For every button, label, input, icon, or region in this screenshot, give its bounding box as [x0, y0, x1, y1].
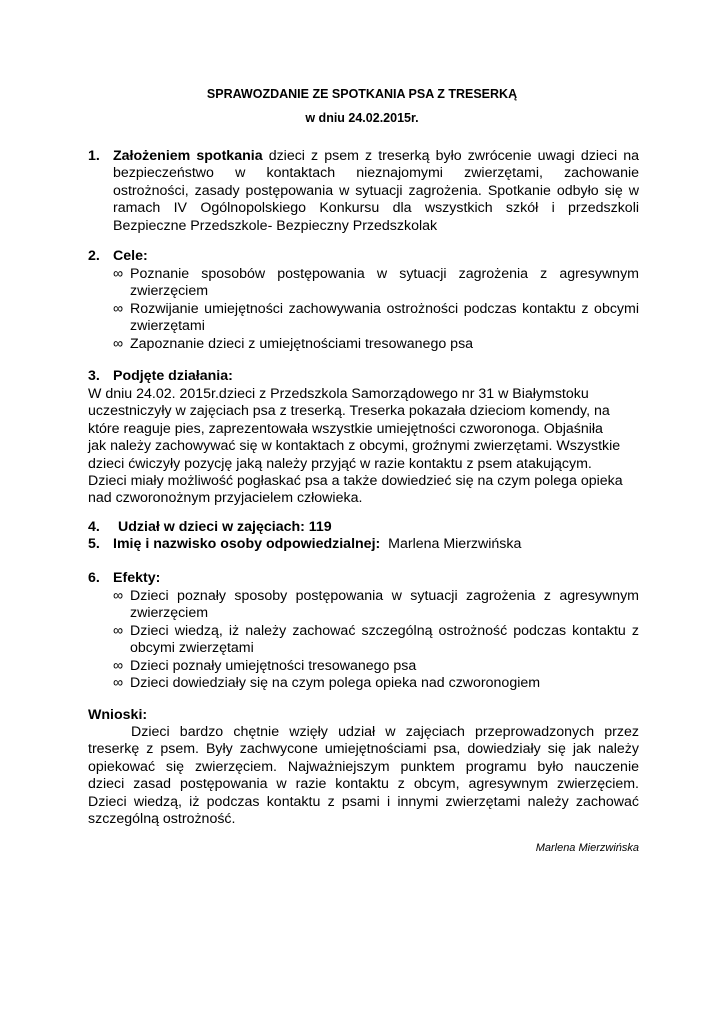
list-item: ∞ Dzieci poznały sposoby postępowania w sytuacji zagrożenia z agresywnym zwierzęciem	[113, 588, 639, 622]
section-1-number: 1.	[88, 148, 100, 164]
list-item: ∞ Dzieci dowiedziały się na czym polega opieka nad czworonogiem	[113, 675, 541, 692]
list-item: ∞ Dzieci wiedzą, iż należy zachować szczególną ostrożność podczas kontaktu z obcymi zwierzętami	[113, 622, 639, 657]
section-2-heading: 2. Cele:	[88, 248, 148, 264]
section-1-text: Założeniem spotkania dzieci z psem z treserką było zwrócenie uwagi dzieci na bezpieczeństwo w kontaktach nieznajomymi zwierzętami, zachowanie ostrożności, zasady postępowania w sytuacji zagrożenia. Spotkanie odbyło się w ramach IV Ogólnopolskiego Konkursu dla wszystkich szkół i przedszkoli Bezpieczne Przedszkole- Bezpieczny Przedszkolak	[113, 148, 639, 234]
bullet-icon: ∞	[113, 266, 124, 282]
section-1-lead: Założeniem spotkania	[113, 148, 263, 164]
responsible-name: Marlena Mierzwińska	[388, 536, 522, 552]
responsible-person: 5. Imię i nazwisko osoby odpowiedzialnej: Marlena Mierzwińska	[88, 536, 522, 552]
conclusions-text: Dzieci bardzo chętnie wzięły udział w zajęciach przeprowadzonych przez treserkę z psem. Były zachwycone umiejętnościami psa, dowiedziały się jak należy opiekować się zwierzęciem. Najważniejszym punktem programu było nauczenie dzieci zasad postępowania w razie kontaktu z obcym, agresywnym zwierzęciem. Dzieci wiedzą, iż podczas kontaktu z psami i innymi zwierzętami należy zachować szczególną ostrożność.	[88, 724, 639, 827]
effects-list	[113, 588, 639, 692]
bullet-icon: ∞	[113, 622, 124, 639]
goals-list	[113, 266, 639, 353]
list-item: ∞ Dzieci poznały umiejętności tresowanego psa	[113, 657, 417, 674]
list-item: ∞ Zapoznanie dzieci z umiejętnościami tresowanego psa	[113, 335, 474, 352]
participants-count: 4. Udział w dzieci w zajęciach: 119	[88, 519, 332, 535]
bullet-icon: ∞	[113, 300, 124, 317]
list-item: ∞ Rozwijanie umiejętności zachowywania ostrożności podczas kontaktu z obcymi zwierzętami	[113, 300, 639, 335]
bullet-icon: ∞	[113, 675, 124, 692]
document-title: SPRAWOZDANIE ZE SPOTKANIA PSA Z TRESERKĄ	[206, 87, 518, 101]
list-item: ∞ Poznanie sposobów postępowania w sytuacji zagrożenia z agresywnym zwierzęciem	[113, 266, 639, 300]
bullet-icon: ∞	[113, 657, 124, 674]
bullet-icon: ∞	[113, 335, 124, 352]
signature: Marlena Mierzwińska	[535, 842, 639, 854]
section-3-text: W dniu 24.02. 2015r.dzieci z Przedszkola Samorządowego nr 31 w Białymstoku uczestniczyły w zajęciach psa z treserką. Treserka pokazała dzieciom komendy, na które reaguje pies, zaprezentowała wszystkie umiejętności czworonoga. Objaśniła jak należy zachowywać się w kontaktach z obcymi, groźnymi zwierzętami. Wszystkie dzieci ćwiczyły pozycję jaką należy przyjąć w razie kontaktu z psem atakującym. Dzieci miały możliwość pogłaskać psa a także dowiedzieć się na czym polega opieka nad czworonożnym przyjacielem człowieka.	[88, 386, 623, 507]
section-6-heading: 6. Efekty:	[88, 570, 161, 586]
section-3-heading: 3. Podjęte działania:	[88, 368, 233, 384]
conclusions-heading: Wnioski:	[88, 707, 148, 723]
document-date: w dniu 24.02.2015r.	[305, 111, 419, 125]
bullet-icon: ∞	[113, 588, 124, 604]
